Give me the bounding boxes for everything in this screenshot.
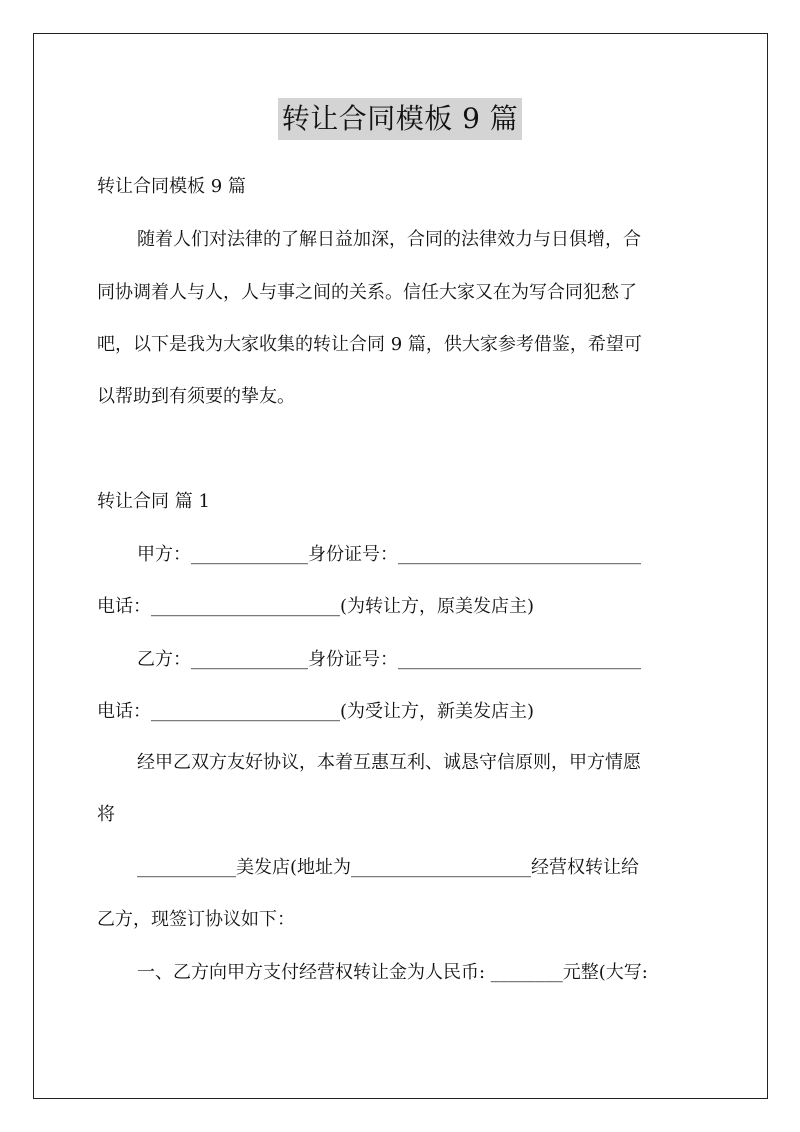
shop-line-1: ___________美发店(地址为____________________经营权转让给: [137, 857, 640, 878]
intro-line-3: 吧，以下是我为大家收集的转让合同 9 篇，供大家参考借鉴，希望可: [97, 334, 642, 355]
party-a-line: 甲方：_____________身份证号：___________________________: [137, 544, 641, 565]
document-title: 转让合同模板 9 篇: [278, 98, 523, 140]
party-a-phone-line: 电话：_____________________(为转让方，原美发店主): [97, 596, 535, 617]
title-block: [0, 98, 800, 140]
agreement-line-1: 经甲乙双方友好协议，本着互惠互利、诚恳守信原则，甲方情愿: [137, 752, 641, 773]
intro-line-1: 随着人们对法律的了解日益加深，合同的法律效力与日俱增，合: [137, 229, 641, 250]
shop-line-2: 乙方，现签订协议如下：: [97, 909, 295, 930]
subtitle: 转让合同模板 9 篇: [97, 176, 246, 197]
section-heading: 转让合同 篇 1: [97, 491, 210, 512]
party-b-phone-line: 电话：_____________________(为受让方，新美发店主): [97, 701, 535, 722]
intro-line-2: 同协调着人与人，人与事之间的关系。信任大家又在为写合同犯愁了: [97, 282, 637, 303]
party-b-line: 乙方：_____________身份证号：___________________________: [137, 649, 641, 670]
intro-line-4: 以帮助到有须要的挚友。: [97, 386, 295, 407]
agreement-line-2: 将: [97, 804, 115, 825]
clause-1-line: 一、乙方向甲方支付经营权转让金为人民币: ________元整(大写:: [137, 962, 648, 983]
